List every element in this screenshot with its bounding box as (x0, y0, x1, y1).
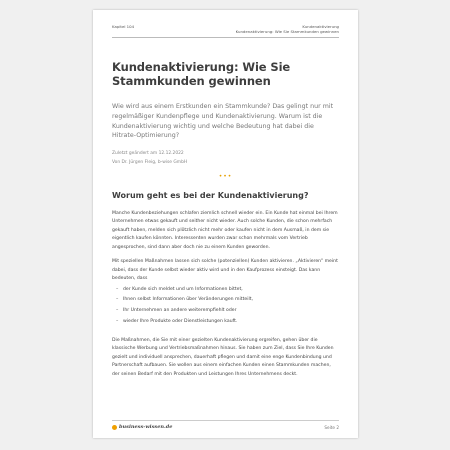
updated-date: Zuletzt geändert am 12.12.2022 (112, 150, 184, 156)
business-wissen-logo[interactable] (112, 424, 172, 430)
document-page (93, 10, 358, 438)
header-right (236, 24, 339, 35)
article-title: Kundenaktivierung: Wie Sie Stammkunden gewinnen (112, 60, 291, 89)
article-meta (112, 149, 339, 167)
header-chapter: Kapitel 104 (112, 24, 135, 29)
list-item: – der Kunde sich meldet und um Informationen bittet, (116, 286, 243, 292)
article-lead: Wie wird aus einem Erstkunden ein Stammkunde? Das gelingt nur mit regelmäßiger Kundenpflege und Kundenaktivierung. Warum ist die Kundenaktivierung wichtig und welche Bedeutung hat dabei die Hitrate-Optimierung? (112, 103, 334, 140)
footer-divider (112, 420, 339, 421)
section-divider-dots: ••• (218, 172, 233, 180)
section-heading: Worum geht es bei der Kundenaktivierung? (112, 190, 309, 200)
author-line: Von Dr. Jürgen Fleig, b-wise GmbH (112, 159, 188, 165)
page-number: Seite 2 (324, 425, 339, 430)
header-doc-title: Kundenaktivierung: Wie Sie Stammkunden gewinnen (235, 29, 339, 35)
page-footer (112, 424, 339, 432)
paragraph-2: Mit speziellen Maßnahmen lassen sich solche (potenziellen) Kunden aktivieren. „Aktivieren“ meint dabei, dass der Kunde selbst wieder aktiv wird und in den Kaufprozess einsteigt. Das kann bedeuten, dass (112, 259, 338, 282)
paragraph-1: Manche Kundenbeziehungen schlafen ziemlich schnell wieder ein. Ein Kunde hat einmal bei Ihrem Unternehmen etwas gekauft und seither nicht wieder. Auch solche Kunden, die schon mehrfach gekauft haben, melden sich plötzlich nicht mehr oder kaufen nicht in dem Ausmaß, in dem sie eigentlich kaufen könnten. Interessenten wurden zwar schon mehrmals vom Vertrieb angesprochen, sind dann aber doch nie zu einem Kunden geworden. (112, 210, 338, 250)
list-item: – Ihr Unternehmen an andere weiterempfiehlt oder (116, 308, 237, 314)
paragraph-3: Die Maßnahmen, die Sie mit einer gezielten Kundenaktivierung ergreifen, gehen über die klassische Werbung und Vertriebsmaßnahmen hinaus. Sie haben zum Ziel, dass Sie Ihre Kunden gezielt und individuell ansprechen, dauerhaft pflegen und damit eine enge Kundenbindung und Partnerschaft aufbauen. Sie wollen aus einem einfachen Kunden einen Stammkunden machen, der seinen Bedarf mit den Produkten und Leistungen Ihres Unternehmens deckt. (112, 337, 334, 377)
bullet-list (112, 285, 339, 328)
list-item: – Ihnen selbst Informationen über Veränderungen mitteilt, (116, 297, 254, 303)
article-body (112, 60, 339, 379)
list-item: – wieder Ihre Produkte oder Dienstleistungen kauft. (116, 318, 238, 324)
header-category: Kundenaktivierung (302, 24, 339, 29)
logo-dot-icon (112, 425, 117, 430)
logo-text: business-wissen.de (119, 424, 173, 430)
header-divider (112, 37, 339, 38)
